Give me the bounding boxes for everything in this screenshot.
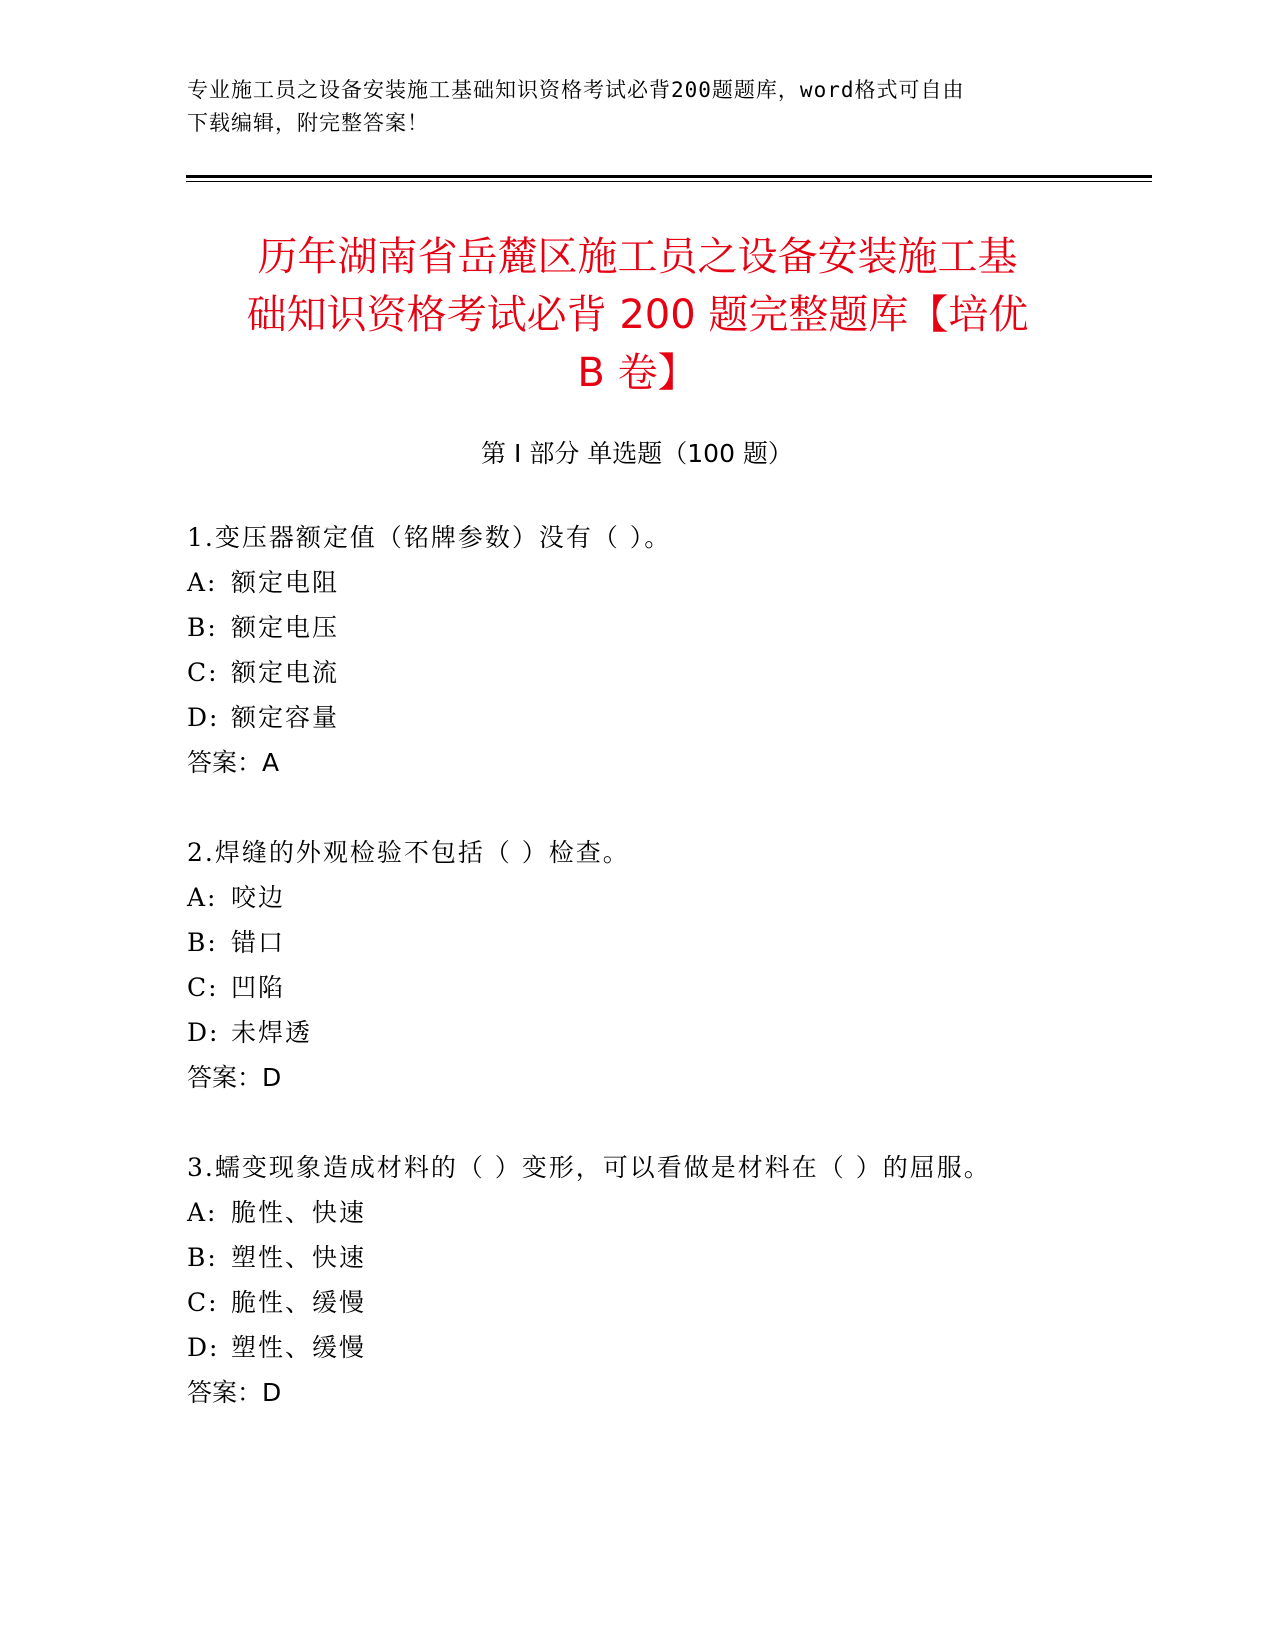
header-note-line-2: 下载编辑，附完整答案！ bbox=[187, 111, 429, 135]
option-c bbox=[187, 650, 1087, 695]
option-letter: D: bbox=[187, 1018, 220, 1047]
question-3 bbox=[187, 1145, 1087, 1415]
option-letter: B: bbox=[187, 1243, 218, 1272]
document-title bbox=[180, 228, 1095, 402]
option-text: 脆性、快速 bbox=[231, 1198, 367, 1227]
option-letter: D: bbox=[187, 1333, 220, 1362]
option-c bbox=[187, 1280, 1087, 1325]
option-a bbox=[187, 560, 1087, 605]
option-d bbox=[187, 695, 1087, 740]
option-b bbox=[187, 920, 1087, 965]
option-a bbox=[187, 875, 1087, 920]
option-text: 咬边 bbox=[231, 883, 286, 912]
option-letter: A: bbox=[187, 568, 218, 597]
option-text: 塑性、缓慢 bbox=[231, 1333, 367, 1362]
option-letter: B: bbox=[187, 613, 218, 642]
option-c bbox=[187, 965, 1087, 1010]
answer-line: 答案：D bbox=[187, 1063, 282, 1092]
option-b bbox=[187, 1235, 1087, 1280]
option-letter: B: bbox=[187, 928, 218, 957]
document-title-line-1: 历年湖南省岳麓区施工员之设备安装施工基 bbox=[257, 234, 1018, 280]
option-text: 未焊透 bbox=[231, 1018, 313, 1047]
header-divider-thin bbox=[186, 181, 1152, 182]
option-b bbox=[187, 605, 1087, 650]
option-a bbox=[187, 1190, 1087, 1235]
header-note bbox=[187, 74, 1087, 140]
option-text: 塑性、快速 bbox=[231, 1243, 367, 1272]
answer-line: 答案：A bbox=[187, 748, 280, 777]
header-note-line-1: 专业施工员之设备安装施工基础知识资格考试必背200题题库，word格式可自由 bbox=[187, 78, 965, 102]
header-divider-thick bbox=[186, 175, 1152, 178]
question-1 bbox=[187, 515, 1087, 785]
option-text: 额定电压 bbox=[231, 613, 340, 642]
option-letter: A: bbox=[187, 883, 218, 912]
option-text: 脆性、缓慢 bbox=[231, 1288, 367, 1317]
option-d bbox=[187, 1010, 1087, 1055]
option-d bbox=[187, 1325, 1087, 1370]
document-title-line-3: B 卷】 bbox=[577, 350, 698, 396]
document-title-line-2: 础知识资格考试必背 200 题完整题库【培优 bbox=[246, 292, 1029, 338]
question-stem: 1.变压器额定值（铭牌参数）没有（ ）。 bbox=[187, 523, 672, 552]
option-letter: D: bbox=[187, 703, 220, 732]
question-2 bbox=[187, 830, 1087, 1100]
option-text: 额定电阻 bbox=[231, 568, 340, 597]
option-text: 错口 bbox=[231, 928, 286, 957]
option-letter: C: bbox=[187, 1288, 219, 1317]
option-letter: C: bbox=[187, 658, 219, 687]
answer-line: 答案：D bbox=[187, 1378, 282, 1407]
option-text: 额定容量 bbox=[231, 703, 340, 732]
option-letter: C: bbox=[187, 973, 219, 1002]
option-text: 额定电流 bbox=[231, 658, 340, 687]
question-stem: 2.焊缝的外观检验不包括（ ）检查。 bbox=[187, 838, 630, 867]
question-stem: 3.蠕变现象造成材料的（ ）变形，可以看做是材料在（ ）的屈服。 bbox=[187, 1153, 991, 1182]
section-heading: 第 I 部分 单选题（100 题） bbox=[481, 439, 793, 468]
option-letter: A: bbox=[187, 1198, 218, 1227]
option-text: 凹陷 bbox=[231, 973, 286, 1002]
